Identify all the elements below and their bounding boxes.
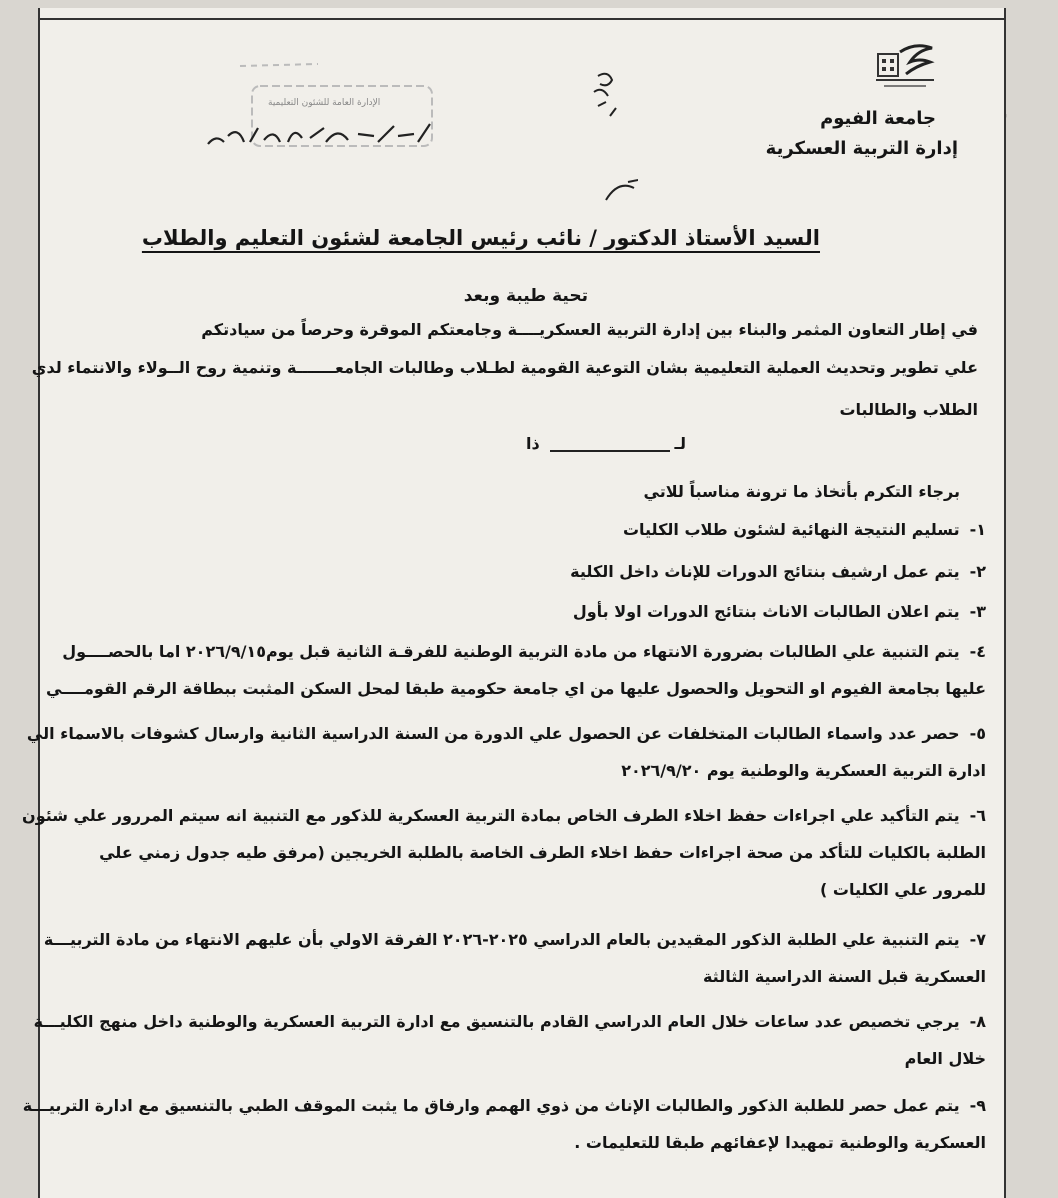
- item-text: يتم عمل ارشيف بنتائج الدورات للإناث داخل الكلية: [570, 562, 960, 581]
- page-top-border: [40, 18, 1004, 20]
- item-text: يتم التنبية علي الطالبات بضرورة الانتهاء من مادة التربية الوطنية للفرقـة الثانية قبل يوم٢٠٢٦/٩/١٥ اما بالحصــــول: [62, 642, 960, 661]
- item-text: يرجي تخصيص عدد ساعات خلال العام الدراسي القادم بالتنسيق مع ادارة التربية العسكرية والوطنية داخل منهج الكليـــة: [33, 1012, 960, 1031]
- item-number: ٣-: [969, 602, 986, 621]
- item-number: ٢-: [969, 562, 986, 581]
- item-number: ٦-: [969, 806, 986, 825]
- item-text-continued: ادارة التربية العسكرية والوطنية يوم ٢٠٢٦/٩/٢٠: [621, 761, 986, 780]
- item-number: ٩-: [969, 1096, 986, 1115]
- list-item: [86, 562, 986, 581]
- intro-line-2: علي تطوير وتحديث العملية التعليمية بشان التوعية القومية لطـلاب وطالبات الجامعـــــــة وتنمية روح الــولاء والانتماء لدي: [31, 358, 978, 377]
- stamp-text: الإدارة العامة للشئون التعليمية: [268, 98, 381, 108]
- item-text: حصر عدد واسماء الطالبات المتخلفات عن الحصول علي الدورة من السنة الدراسية الثانية وارسال كشوفات بالاسماء الي: [26, 724, 960, 743]
- item-text-continued: الطلبة بالكليات للتأكد من صحة اجراءات حفظ اخلاء الطرف الخاصة بالطلبة الخريجين (مرفق طيه جدول زمني علي: [99, 843, 986, 862]
- intro-line-3: الطلاب والطالبات: [839, 400, 978, 419]
- hadha-connector: [520, 434, 690, 458]
- item-text: يتم التأكيد علي اجراءات حفظ اخلاء الطرف الخاص بمادة التربية العسكرية للذكور مع التنبية انه سيتم المررور علي شئون: [22, 806, 960, 825]
- hadha-kashida: [550, 450, 670, 452]
- item-number: ٧-: [969, 930, 986, 949]
- item-text-continued: العسكرية قبل السنة الدراسية الثالثة: [702, 967, 986, 986]
- intro-line-1: في إطار التعاون المثمر والبناء بين إدارة التربية العسكريــــة وجامعتكم الموقرة وحرصاً من سيادتكم: [201, 320, 978, 339]
- list-item: [43, 930, 986, 986]
- greeting: تحية طيبة وبعد: [463, 286, 588, 306]
- item-text-continued: عليها بجامعة الفيوم او التحويل والحصول عليها من اي جامعة حكومية طبقا لمحل السكن المثبت ببطاقة الرقم القومــــي: [45, 679, 986, 698]
- list-item: [45, 642, 986, 698]
- list-item: [86, 602, 986, 621]
- item-text: يتم عمل حصر للطلبة الذكور والطالبات الإناث من ذوي الهمم وارفاق ما يثبت الموقف الطبي بالتنسيق مع ادارة التربيـــة: [22, 1096, 960, 1115]
- item-text: تسليم النتيجة النهائية لشئون طلاب الكليات: [622, 520, 960, 539]
- university-logo-icon: [870, 40, 940, 96]
- item-text-continued: للمرور علي الكليات ): [820, 880, 986, 899]
- list-item: [22, 806, 986, 899]
- item-text: يتم التنبية علي الطلبة الذكور المقيدين بالعام الدراسي ٢٠٢٥-٢٠٢٦ الفرقة الاولي بأن عليهم الانتهاء من مادة التربيـــة: [43, 930, 960, 949]
- item-number: ٨-: [969, 1012, 986, 1031]
- item-text-continued: العسكرية والوطنية تمهيدا لإعفائهم طبقا للتعليمات .: [574, 1133, 986, 1152]
- list-item: [26, 724, 986, 780]
- item-number: ٥-: [969, 724, 986, 743]
- list-item: [86, 520, 986, 539]
- list-item: [22, 1096, 986, 1152]
- department-name: إدارة التربية العسكرية: [765, 138, 958, 159]
- hadha-left: ذا: [526, 434, 540, 453]
- item-text: يتم اعلان الطالبات الاناث بنتائج الدورات اولا بأول: [572, 602, 960, 621]
- addressee-heading: السيد الأستاذ الدكتور / نائب رئيس الجامعة لشئون التعليم والطلاب: [141, 226, 820, 250]
- item-number: ١-: [969, 520, 986, 539]
- university-name: جامعة الفيوم: [820, 108, 936, 129]
- list-item: [33, 1012, 986, 1068]
- item-number: ٤-: [969, 642, 986, 661]
- margin-mark: ': [1004, 112, 1008, 126]
- request-line: برجاء التكرم بأتخاذ ما ترونة مناسباً للاتي: [643, 482, 960, 501]
- item-text-continued: خلال العام: [904, 1049, 986, 1068]
- hadha-right: لـ: [674, 434, 686, 453]
- stamp-and-handwriting: [198, 56, 638, 226]
